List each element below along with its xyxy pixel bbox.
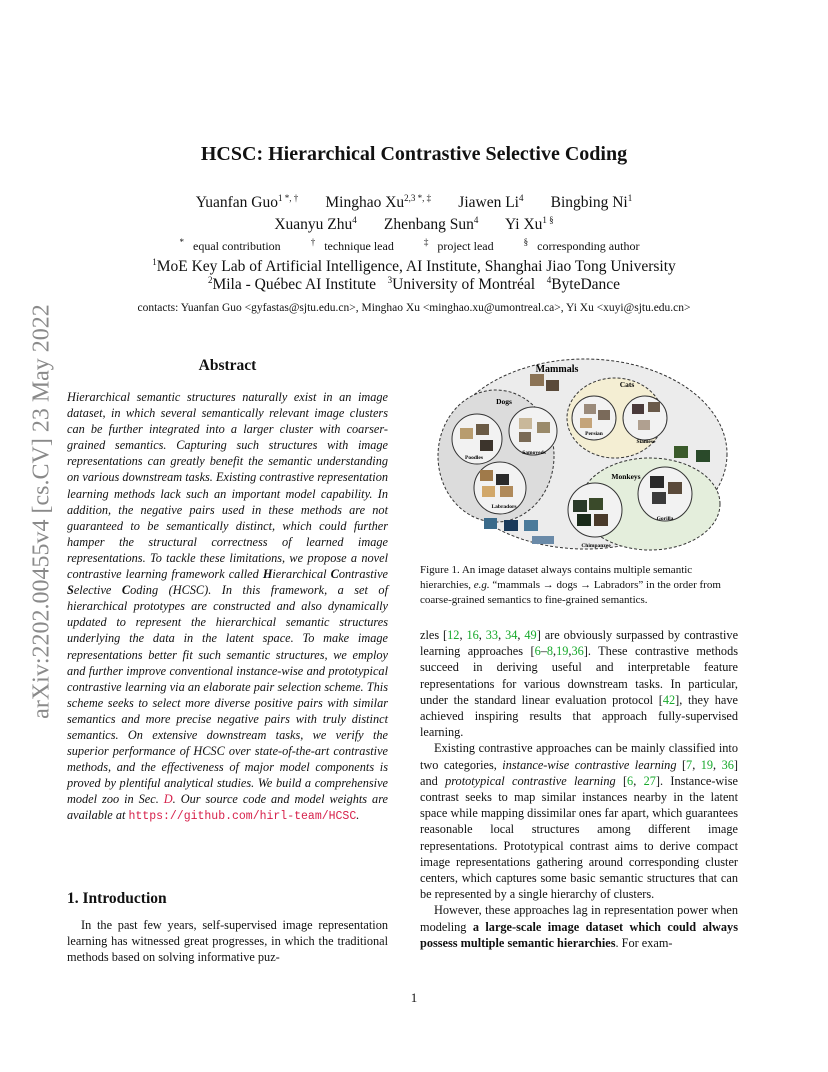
citation[interactable]: 49 [524,628,537,642]
citation[interactable]: 34 [505,628,518,642]
contacts: contacts: Yuanfan Guo <gyfastas@sjtu.edu.cn>, Minghao Xu <minghao.xu@umontreal.ca>, Yi Xu <xuyi@sjtu.edu.cn> [137,302,691,314]
author: Minghao $Xu^{2,3 *, \ddagger}$ [325,192,432,211]
label-gorilla: Gorilla [656,516,674,522]
affiliation-line-1: $^1$MoE Key Lab of Artificial Intelligence, AI Institute, Shanghai Jiao Tong University [152,256,676,275]
label-cats: Cats [619,380,635,389]
citation[interactable]: 19 [556,644,569,659]
author-roles: * equal contribution † technique lead ‡ project lead § corresponding author [179,237,640,253]
label-persian: Persian [585,431,603,437]
paragraph: However, these approaches lag in representation power when modeling a large-scale image dataset which could always possess multiple semantic hierarchies. For exam- [420,903,738,950]
label-siamese: Siamese [636,439,656,445]
citation[interactable]: 33 [485,628,499,642]
citation[interactable]: 6 [534,644,541,659]
label-labradors: Labradors [491,504,517,510]
abstract-heading: Abstract [198,357,257,374]
citation[interactable]: 7 [686,757,693,772]
author: Xuanyu Zhu$^4$ [274,214,357,233]
abstract-body: Hierarchical semantic structures naturally exist in an image dataset, in which several semantically relevant image clusters can be further integrated into a larger cluster with coarser-grained semantics. Capturing such structures with image representations can greatly benefit the semantic understanding on various downstream tasks. Existing contrastive representation learning methods lack such an important model capability. In addition, the negative pairs used in these methods are not guaranteed to be semantically distinct, which could further hamper the structural correctness of learned image representations. To tackle these limitations, we propose a novel contrastive learning framework called Hierarchical Contrastive Selective Coding (HCSC). In this framework, a set of hierarchical prototypes are constructed and also dynamically updated to represent the hierarchical semantic structures underlying the data in the latent space. To make image representations better fit such semantic structures, we employ and further improve conventional instance-wise and prototypical contrastive learning via an elaborate pair selection scheme. This scheme seeks to select more diverse positive pairs with similar semantics and more precise negative pairs with truly distinct semantics. On extensive downstream tasks, we verify the superior performance of HCSC over state-of-the-art contrastive methods, and the effectiveness of major model components is proved by plentiful analytical studies. We build a comprehensive model zoo in Sec. D. Our source code and model weights are available at https://github.com/hirl-team/HCSC. [67,390,389,824]
arxiv-identifier: arXiv:2202.00455v4 [cs.CV] 23 May 2022 [28,304,55,719]
label-samoyeds: Samoyeds [522,450,546,456]
figure-hierarchy [434,358,734,558]
citation[interactable]: 19 [700,757,714,772]
author-line-1 [0,194,828,212]
siamese-cluster [623,396,667,440]
citation[interactable]: 12 [447,628,460,642]
author: Jiawen Li$^4$ [458,192,524,211]
right-column-body [420,627,738,951]
figure-caption: Figure 1. An image dataset always contains multiple semantic hierarchies, e.g. “mammals → dogs → Labradors” in the order from coarse-grained semantics to fine-grained semantics. [420,564,721,606]
citation[interactable]: 8 [546,644,554,659]
label-dogs: Dogs [496,397,512,406]
paragraph: Existing contrastive approaches can be mainly classified into two categories, instance-wise contrastive learning [7, 19, 36] and prototypical contrastive learning [6, 27]. Instance-wise contrast seeks to map similar instances nearby in the latent space while mapping dissimilar ones far apart, which guarantees reasonable local structures among different image representations. Prototypical contrast aims to derive compact image representations gathering around corresponding cluster centers, which captures some basic semantic structures that can be represented by a single hierarchy of clusters. [420,741,738,902]
section-link[interactable]: D [163,792,173,807]
author: Zhenbang Sun$^4$ [383,214,479,233]
citation[interactable]: 42 [662,692,676,707]
intro-heading: 1. Introduction [67,890,167,907]
label-poodles: Poodles [464,455,484,461]
citation[interactable]: 36 [571,644,584,659]
intro-body: In the past few years, self-supervised image representation learning has witnessed great progresses, in which the traditional methods based on solving informative puz- [67,918,388,965]
author-line-2 [0,216,828,234]
label-chimpanzee: Chimpanzee [581,543,611,549]
code-url-link[interactable]: https://github.com/hirl-team/HCSC [128,810,357,824]
citation[interactable]: 16 [466,628,479,642]
author: Yuanfan Guo$^{1 *, \dagger}$ [195,192,299,211]
affiliation-line-2: $^2$Mila - Québec AI Institute $^3$University of Montréal $^4$ByteDance [207,274,621,293]
author: Bingbing Ni$^1$ [550,192,633,211]
label-mammals: Mammals [535,364,579,375]
label-monkeys: Monkeys [611,472,641,481]
citation[interactable]: 27 [643,773,656,788]
author: Yi $Xu^{1 \S}$ [504,214,554,233]
citation[interactable]: 6 [627,773,634,788]
paper-title: HCSC: Hierarchical Contrastive Selective Coding [200,143,628,165]
citation[interactable]: 36 [721,757,734,772]
paragraph: zles [12, 16, 33, 34, 49] are obviously surpassed by contrastive learning approaches [6–8,19,36]. These contrastive methods succeed in deriving useful and interpretable feature representations for various downstream tasks. In particular, under the standard linear evaluation protocol [42], they have achieved inspiring results that approach fully-supervised learning. [420,628,739,740]
page-number: 1 [410,990,418,1005]
